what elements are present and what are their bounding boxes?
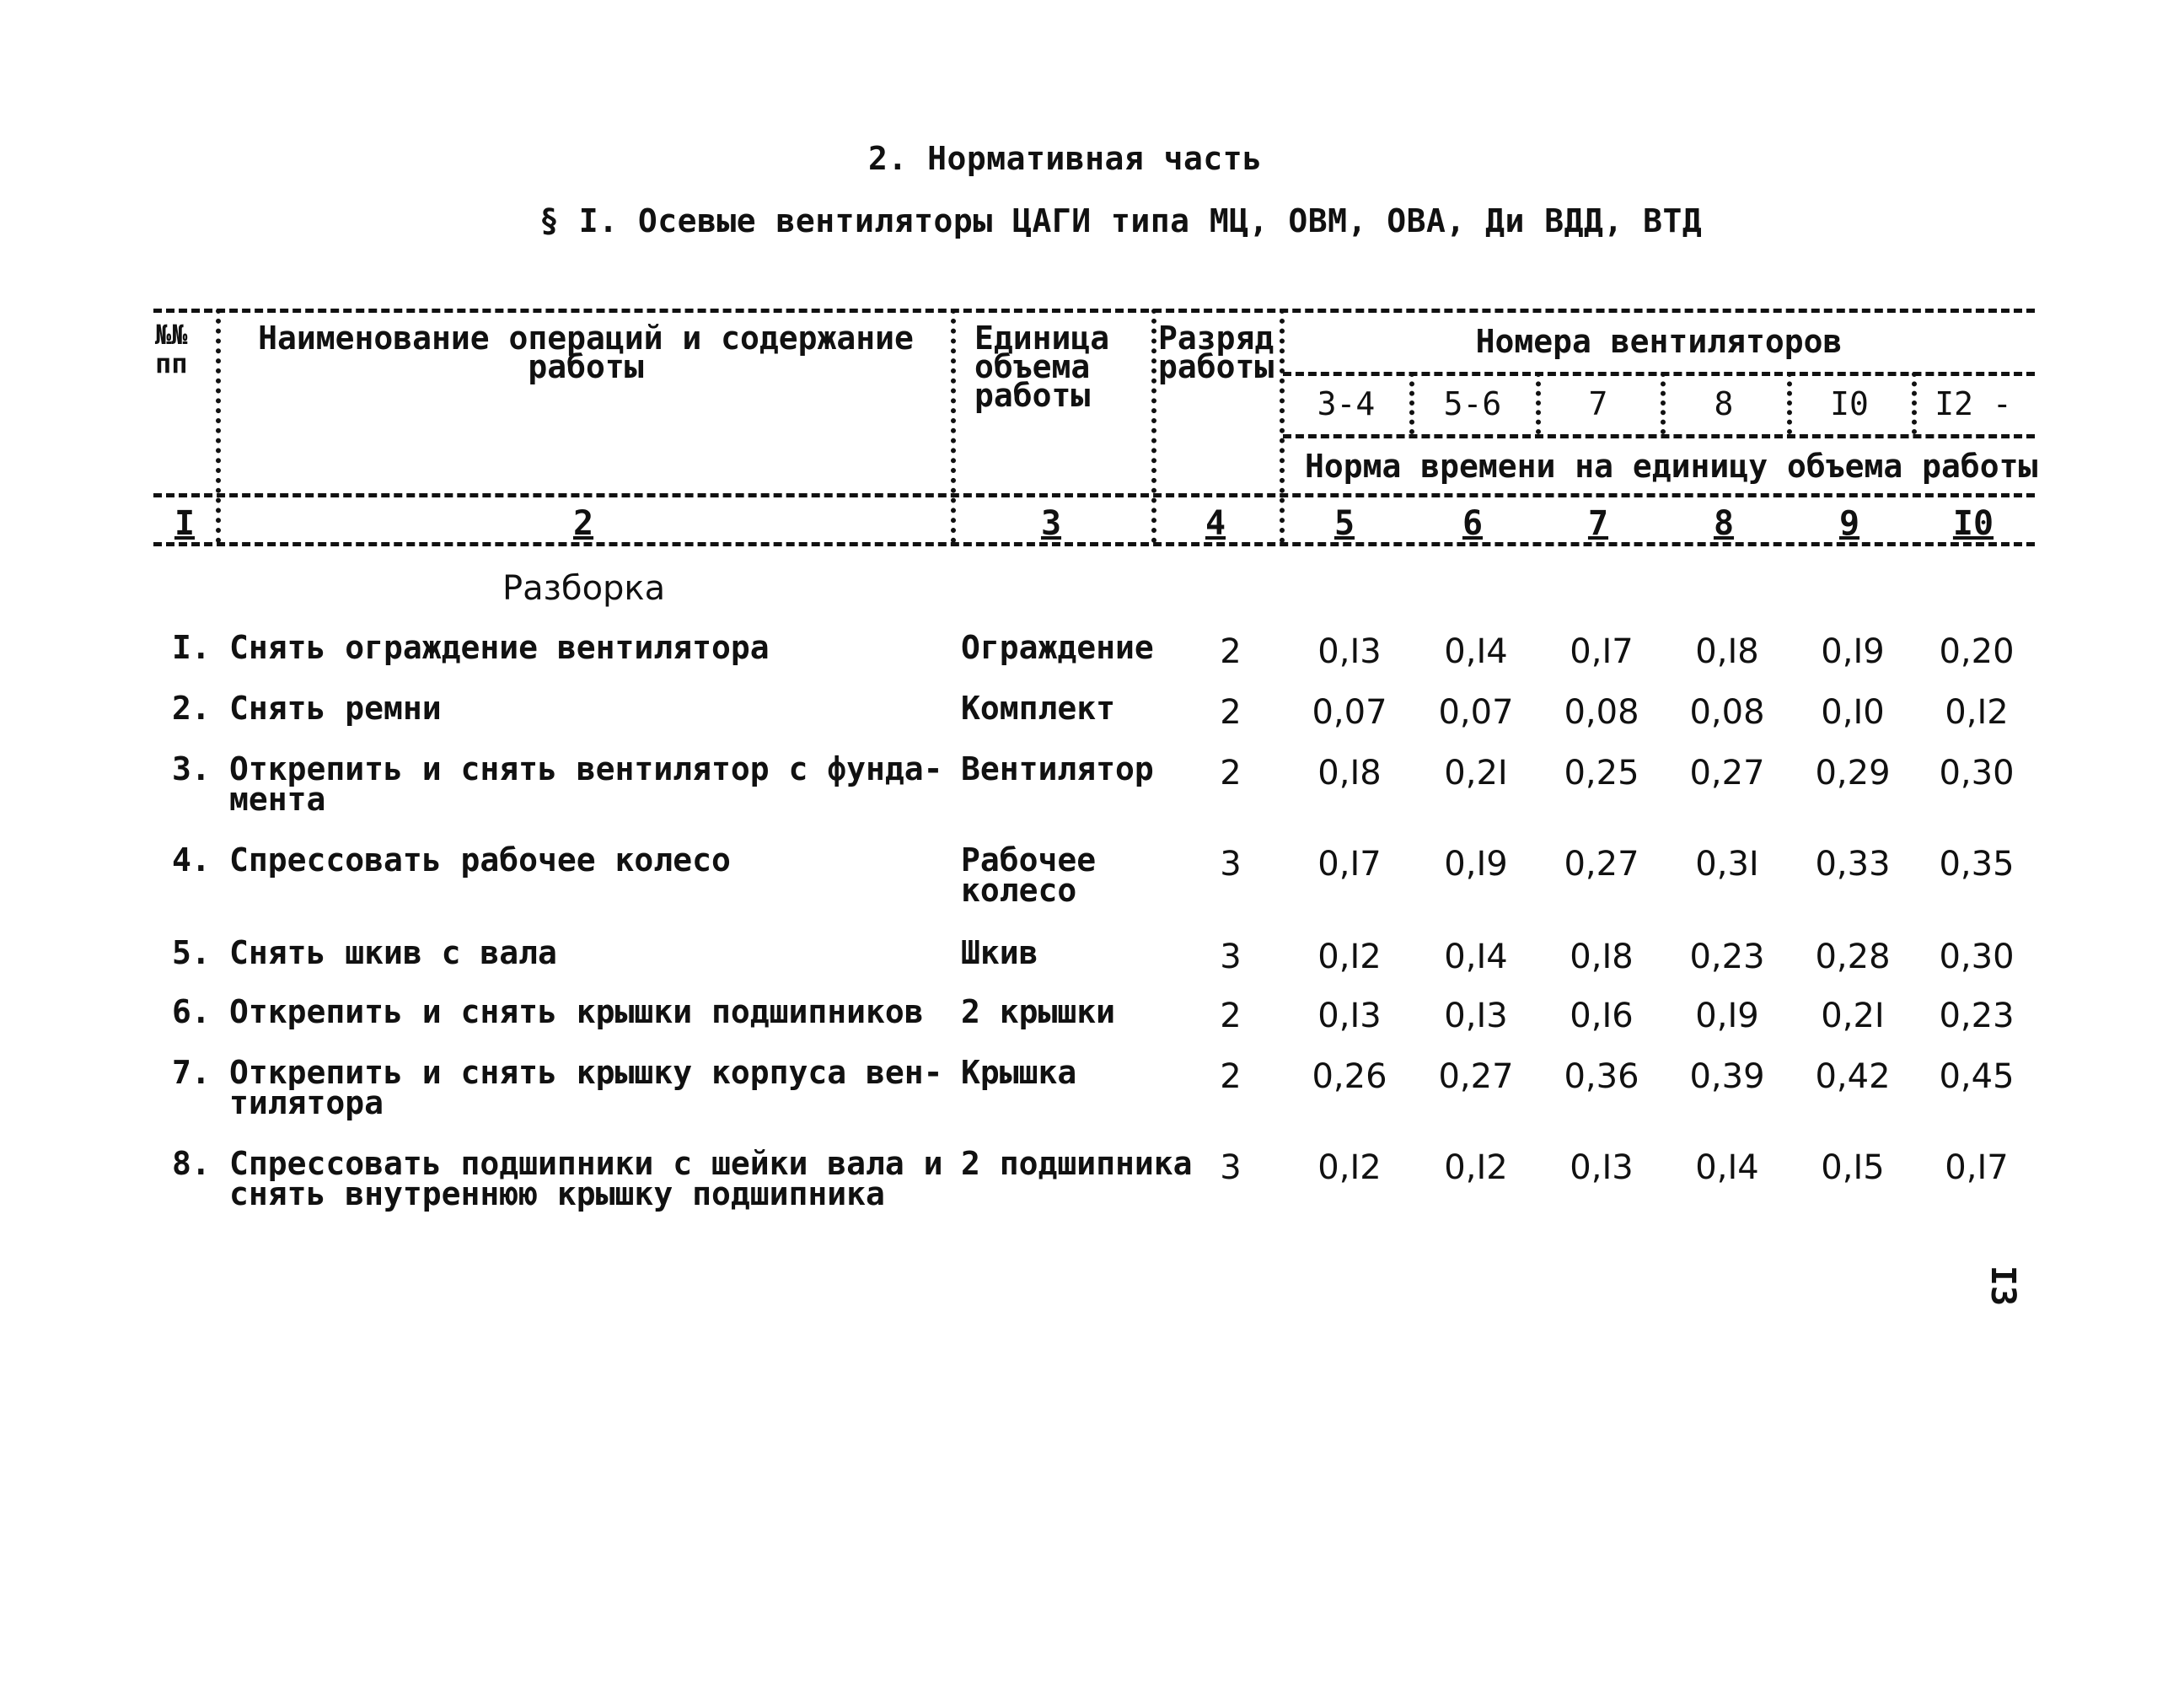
row-operation-name: Спрессовать подшипники с шейки вала и	[229, 1145, 943, 1182]
column-number-3: 3	[1040, 504, 1062, 543]
row-unit: Комплект	[961, 690, 1116, 727]
header-col-name: Наименование операций и содержание работы	[258, 320, 914, 385]
row-number: 4.	[172, 841, 211, 879]
row-norm-value: 0,I7	[1570, 632, 1634, 671]
row-norm-value: 0,I3	[1317, 632, 1382, 671]
column-number-6: 6	[1462, 504, 1484, 543]
norm-top-rule	[1283, 434, 2035, 438]
fan-size-4: 8	[1714, 385, 1734, 422]
row-norm-value: 0,2I	[1444, 754, 1508, 793]
row-number: 3.	[172, 750, 211, 787]
row-norm-value: 0,28	[1815, 938, 1891, 976]
fan-sizes-top-rule	[1283, 372, 2035, 376]
row-grade: 2	[1220, 632, 1242, 671]
table-top-rule	[153, 309, 2035, 313]
row-norm-value: 0,27	[1689, 754, 1765, 793]
column-number-7: 7	[1587, 504, 1609, 543]
column-number-5: 5	[1333, 504, 1355, 543]
row-norm-value: 0,07	[1438, 693, 1514, 732]
row-norm-value: 0,27	[1564, 845, 1639, 884]
row-operation-name: тилятора	[229, 1084, 384, 1121]
row-norm-value: 0,42	[1815, 1057, 1891, 1096]
row-norm-value: 0,36	[1564, 1057, 1639, 1096]
row-unit: Ограждение	[961, 629, 1154, 666]
row-operation-name: Открепить и снять вентилятор с фунда-	[229, 750, 943, 787]
column-number-10: I0	[1952, 504, 1994, 543]
row-unit: Шкив	[961, 934, 1038, 971]
row-norm-value: 0,33	[1815, 845, 1891, 884]
row-operation-name: Открепить и снять крышки подшипников	[229, 993, 924, 1030]
row-grade: 2	[1220, 997, 1242, 1035]
row-operation-name: Открепить и снять крышку корпуса вен-	[229, 1054, 943, 1091]
row-unit: Рабочее	[961, 841, 1097, 879]
section-title: 2. Нормативная часть	[868, 140, 1263, 177]
row-norm-value: 0,I9	[1821, 632, 1885, 671]
header-col-grade: Разряд работы	[1158, 320, 1274, 385]
row-operation-name: мента	[229, 781, 326, 818]
row-number: 2.	[172, 690, 211, 727]
column-number-9: 9	[1838, 504, 1860, 543]
page-number: I3	[1983, 1265, 2023, 1307]
fan-size-6: I2 -	[1934, 385, 2012, 422]
row-norm-value: 0,29	[1815, 754, 1891, 793]
row-norm-value: 0,08	[1564, 693, 1639, 732]
row-norm-value: 0,I6	[1570, 997, 1634, 1035]
row-norm-value: 0,I3	[1317, 997, 1382, 1035]
row-norm-value: 0,I4	[1444, 938, 1508, 976]
row-number: 7.	[172, 1054, 211, 1091]
row-norm-value: 0,07	[1312, 693, 1387, 732]
row-grade: 2	[1220, 693, 1242, 732]
row-norm-value: 0,I4	[1695, 1148, 1759, 1187]
row-unit: Крышка	[961, 1054, 1077, 1091]
row-norm-value: 0,23	[1939, 997, 2015, 1035]
row-unit: 2 подшипника	[961, 1145, 1193, 1182]
row-number: 6.	[172, 993, 211, 1030]
row-norm-value: 0,I5	[1821, 1148, 1885, 1187]
column-number-8: 8	[1713, 504, 1735, 543]
row-norm-value: 0,I2	[1945, 693, 2009, 732]
row-grade: 3	[1220, 845, 1242, 884]
fan-size-3: 7	[1588, 385, 1608, 422]
header-col-no: №№ пп	[155, 319, 188, 379]
row-grade: 3	[1220, 1148, 1242, 1187]
row-norm-value: 0,26	[1312, 1057, 1387, 1096]
row-norm-value: 0,I4	[1444, 632, 1508, 671]
row-norm-value: 0,25	[1564, 754, 1639, 793]
row-grade: 2	[1220, 754, 1242, 793]
row-norm-value: 0,I2	[1317, 1148, 1382, 1187]
row-norm-value: 0,I0	[1821, 693, 1885, 732]
row-operation-name: Снять ограждение вентилятора	[229, 629, 770, 666]
column-number-4: 4	[1205, 504, 1226, 543]
row-number: 5.	[172, 934, 211, 971]
header-norm-label: Норма времени на единицу объема работы	[1305, 448, 2038, 485]
row-norm-value: 0,45	[1939, 1057, 2015, 1096]
row-norm-value: 0,I3	[1570, 1148, 1634, 1187]
row-norm-value: 0,39	[1689, 1057, 1765, 1096]
row-norm-value: 0,I2	[1317, 938, 1382, 976]
row-norm-value: 0,20	[1939, 632, 2015, 671]
header-fans-group: Номера вентиляторов	[1475, 323, 1843, 360]
row-norm-value: 0,08	[1689, 693, 1765, 732]
row-norm-value: 0,I8	[1570, 938, 1634, 976]
row-norm-value: 0,27	[1438, 1057, 1514, 1096]
column-number-2: 2	[572, 504, 594, 543]
row-operation-name: Снять шкив с вала	[229, 934, 557, 971]
row-norm-value: 0,I9	[1695, 997, 1759, 1035]
row-norm-value: 0,I3	[1444, 997, 1508, 1035]
column-number-1: I	[174, 504, 196, 543]
row-norm-value: 0,I7	[1317, 845, 1382, 884]
fan-size-1: 3-4	[1317, 385, 1376, 422]
header-col-unit: Единица объема работы	[974, 320, 1110, 414]
fan-size-5: I0	[1830, 385, 1869, 422]
row-norm-value: 0,3I	[1695, 845, 1759, 884]
row-grade: 3	[1220, 938, 1242, 976]
row-norm-value: 0,2I	[1821, 997, 1885, 1035]
row-unit: 2 крышки	[961, 993, 1116, 1030]
row-norm-value: 0,I2	[1444, 1148, 1508, 1187]
row-norm-value: 0,35	[1939, 845, 2015, 884]
row-norm-value: 0,23	[1689, 938, 1765, 976]
section-heading: Разборка	[502, 569, 666, 608]
row-unit: колесо	[961, 872, 1077, 909]
row-norm-value: 0,I8	[1695, 632, 1759, 671]
row-norm-value: 0,30	[1939, 938, 2015, 976]
row-operation-name: Спрессовать рабочее колесо	[229, 841, 731, 879]
row-norm-value: 0,30	[1939, 754, 2015, 793]
row-norm-value: 0,I9	[1444, 845, 1508, 884]
row-operation-name: снять внутреннюю крышку подшипника	[229, 1175, 885, 1212]
row-number: 8.	[172, 1145, 211, 1182]
fan-size-2: 5-6	[1443, 385, 1502, 422]
paragraph-title: § I. Осевые вентиляторы ЦАГИ типа МЦ, ОВМ, ОВА, Ди ВДД, ВТД	[539, 202, 1703, 239]
row-norm-value: 0,I7	[1945, 1148, 2009, 1187]
row-grade: 2	[1220, 1057, 1242, 1096]
row-number: I.	[172, 629, 211, 666]
row-norm-value: 0,I8	[1317, 754, 1382, 793]
header-bottom-rule	[153, 493, 2035, 497]
row-unit: Вентилятор	[961, 750, 1154, 787]
row-operation-name: Снять ремни	[229, 690, 442, 727]
